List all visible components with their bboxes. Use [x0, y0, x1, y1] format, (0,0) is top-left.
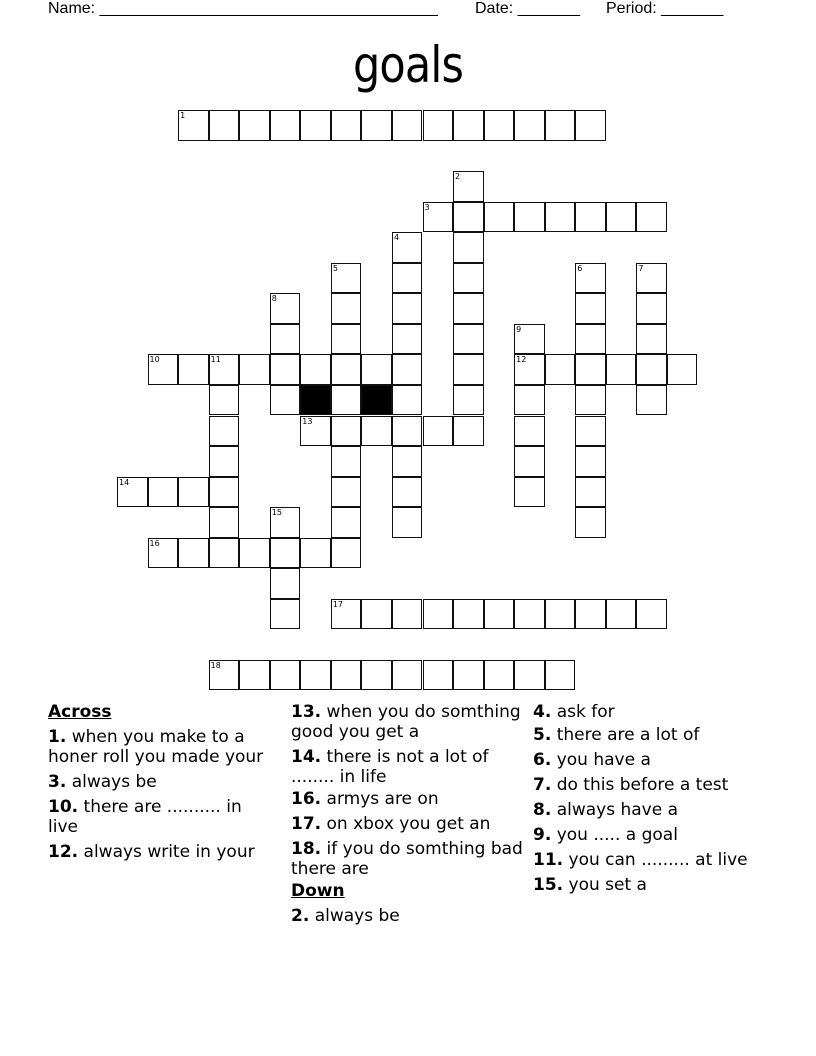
answer-cell[interactable]	[514, 202, 545, 233]
clue-across-12: 12. always write in your	[48, 842, 255, 862]
answer-cell[interactable]	[575, 293, 606, 324]
clue-down-8: 8. always have a	[533, 800, 679, 820]
clue-across-10: 10. there are .......... in live	[48, 797, 242, 837]
answer-cell[interactable]	[331, 293, 362, 324]
answer-cell[interactable]	[239, 110, 270, 141]
clue-down-15: 15. you set a	[533, 875, 647, 895]
clue-across-1: 1. when you make to a honer roll you made your	[48, 727, 264, 767]
clue-number: 14	[119, 477, 130, 487]
clue-across-14: 14. there is not a lot of ........ in life	[291, 747, 489, 787]
answer-cell[interactable]	[331, 110, 362, 141]
clue-number: 2	[455, 172, 461, 182]
answer-cell[interactable]	[453, 416, 484, 447]
answer-cell[interactable]	[209, 110, 240, 141]
answer-cell[interactable]	[514, 416, 545, 447]
answer-cell[interactable]	[331, 446, 362, 477]
answer-cell[interactable]	[392, 293, 423, 324]
answer-cell[interactable]	[423, 416, 454, 447]
answer-cell[interactable]	[423, 599, 454, 630]
clue-number: 9	[516, 324, 522, 334]
answer-cell[interactable]	[484, 660, 515, 691]
clue-number: 3	[424, 202, 430, 212]
answer-cell[interactable]	[545, 110, 576, 141]
answer-cell[interactable]	[636, 354, 667, 385]
answer-cell[interactable]	[392, 660, 423, 691]
answer-cell[interactable]	[514, 477, 545, 508]
answer-cell[interactable]	[178, 110, 209, 141]
answer-cell[interactable]	[423, 660, 454, 691]
answer-cell[interactable]	[392, 263, 423, 294]
clue-column-3	[533, 702, 758, 900]
clue-number: 4	[393, 233, 400, 243]
answer-cell[interactable]	[514, 110, 545, 141]
clue-number: 5	[332, 263, 338, 273]
answer-cell[interactable]	[606, 599, 637, 630]
clue-across-18: 18. if you do somthing bad there are	[291, 839, 523, 879]
answer-cell[interactable]	[575, 507, 606, 538]
clue-down-5: 5. there are a lot of	[533, 725, 700, 745]
name-field[interactable]: Name: ______________________________________	[48, 0, 438, 17]
answer-cell[interactable]	[392, 324, 423, 355]
clue-number: 11	[210, 355, 221, 365]
answer-cell[interactable]	[575, 416, 606, 447]
answer-cell[interactable]	[453, 202, 484, 233]
clue-number: 7	[638, 263, 644, 273]
clue-column-1	[48, 702, 273, 867]
clue-number: 12	[516, 355, 527, 365]
answer-cell[interactable]	[300, 538, 331, 569]
answer-cell[interactable]	[331, 324, 362, 355]
answer-cell[interactable]	[514, 446, 545, 477]
answer-cell[interactable]	[636, 202, 667, 233]
answer-cell[interactable]	[606, 202, 637, 233]
answer-cell[interactable]	[331, 660, 362, 691]
clue-number: 10	[149, 355, 160, 365]
answer-cell[interactable]	[209, 416, 240, 447]
answer-cell[interactable]	[575, 477, 606, 508]
puzzle-title: goals	[352, 36, 463, 94]
clue-across-17: 17. on xbox you get an	[291, 814, 491, 834]
answer-cell[interactable]	[331, 385, 362, 416]
answer-cell[interactable]	[148, 477, 179, 508]
answer-cell[interactable]	[423, 110, 454, 141]
answer-cell[interactable]	[239, 354, 270, 385]
answer-cell[interactable]	[636, 599, 667, 630]
answer-cell[interactable]	[453, 232, 484, 263]
answer-cell[interactable]	[239, 538, 270, 569]
answer-cell[interactable]	[636, 385, 667, 416]
answer-cell[interactable]	[575, 202, 606, 233]
answer-cell[interactable]	[606, 354, 637, 385]
clue-down-4: 4. ask for	[533, 702, 615, 722]
answer-cell[interactable]	[361, 416, 392, 447]
answer-cell[interactable]	[331, 599, 362, 630]
answer-cell[interactable]	[575, 110, 606, 141]
answer-cell[interactable]	[117, 477, 148, 508]
answer-cell[interactable]	[270, 568, 301, 599]
answer-cell[interactable]	[148, 354, 179, 385]
answer-cell[interactable]	[636, 324, 667, 355]
answer-cell[interactable]	[300, 416, 331, 447]
clue-number: 6	[577, 263, 583, 273]
answer-cell[interactable]	[484, 202, 515, 233]
clue-down-7: 7. do this before a test	[533, 775, 729, 795]
answer-cell[interactable]	[209, 660, 240, 691]
clue-number: 17	[332, 599, 344, 609]
answer-cell[interactable]	[270, 599, 301, 630]
clue-down-9: 9. you ..... a goal	[533, 825, 678, 845]
answer-cell[interactable]	[453, 354, 484, 385]
clue-number: 8	[271, 294, 277, 304]
black-square	[300, 385, 331, 416]
answer-cell[interactable]	[331, 416, 362, 447]
answer-cell[interactable]	[667, 354, 698, 385]
date-field[interactable]: Date: _______	[475, 0, 580, 17]
answer-cell[interactable]	[361, 660, 392, 691]
clue-across-3: 3. always be	[48, 772, 157, 792]
answer-cell[interactable]	[545, 202, 576, 233]
clue-down-6: 6. you have a	[533, 750, 651, 770]
answer-cell[interactable]	[239, 660, 270, 691]
answer-cell[interactable]	[392, 416, 423, 447]
clue-number: 18	[210, 660, 221, 670]
answer-cell[interactable]	[361, 110, 392, 141]
answer-cell[interactable]	[392, 446, 423, 477]
answer-cell[interactable]	[545, 660, 576, 691]
answer-cell[interactable]	[453, 171, 484, 202]
answer-cell[interactable]	[361, 354, 392, 385]
answer-cell[interactable]	[270, 293, 301, 324]
across-heading: Across	[48, 702, 112, 722]
answer-cell[interactable]	[209, 507, 240, 538]
answer-cell[interactable]	[453, 324, 484, 355]
answer-cell[interactable]	[300, 660, 331, 691]
clue-number: 16	[149, 538, 160, 548]
answer-cell[interactable]	[209, 446, 240, 477]
down-heading: Down	[291, 881, 345, 901]
answer-cell[interactable]	[484, 599, 515, 630]
answer-cell[interactable]	[423, 202, 454, 233]
answer-cell[interactable]	[392, 354, 423, 385]
answer-cell[interactable]	[484, 110, 515, 141]
answer-cell[interactable]	[300, 110, 331, 141]
answer-cell[interactable]	[514, 385, 545, 416]
answer-cell[interactable]	[453, 599, 484, 630]
clue-column-2	[291, 702, 531, 931]
answer-cell[interactable]	[392, 385, 423, 416]
answer-cell[interactable]	[636, 263, 667, 294]
answer-cell[interactable]	[331, 354, 362, 385]
answer-cell[interactable]	[575, 599, 606, 630]
answer-cell[interactable]	[361, 599, 392, 630]
answer-cell[interactable]	[270, 660, 301, 691]
answer-cell[interactable]	[392, 477, 423, 508]
clue-across-13: 13. when you do somthing good you get a	[291, 702, 521, 742]
answer-cell[interactable]	[178, 538, 209, 569]
answer-cell[interactable]	[514, 354, 545, 385]
clue-number: 15	[271, 508, 282, 518]
answer-cell[interactable]	[392, 507, 423, 538]
black-square	[361, 385, 392, 416]
answer-cell[interactable]	[270, 507, 301, 538]
answer-cell[interactable]	[270, 324, 301, 355]
answer-cell[interactable]	[209, 477, 240, 508]
clue-number: 1	[180, 111, 186, 120]
answer-cell[interactable]	[514, 599, 545, 630]
answer-cell[interactable]	[575, 324, 606, 355]
answer-cell[interactable]	[545, 354, 576, 385]
answer-cell[interactable]	[575, 263, 606, 294]
answer-cell[interactable]	[178, 477, 209, 508]
answer-cell[interactable]	[331, 538, 362, 569]
answer-cell[interactable]	[209, 385, 240, 416]
answer-cell[interactable]	[209, 354, 240, 385]
answer-cell[interactable]	[270, 385, 301, 416]
answer-cell[interactable]	[148, 538, 179, 569]
clue-down-2: 2. always be	[291, 906, 400, 926]
answer-cell[interactable]	[209, 538, 240, 569]
answer-cell[interactable]	[514, 324, 545, 355]
answer-cell[interactable]	[392, 110, 423, 141]
answer-cell[interactable]	[453, 110, 484, 141]
answer-cell[interactable]	[270, 110, 301, 141]
answer-cell[interactable]	[392, 599, 423, 630]
clue-down-11: 11. you can ......... at live	[533, 850, 748, 870]
answer-cell[interactable]	[178, 354, 209, 385]
answer-cell[interactable]	[453, 660, 484, 691]
answer-cell[interactable]	[575, 446, 606, 477]
answer-cell[interactable]	[636, 293, 667, 324]
answer-cell[interactable]	[392, 232, 423, 263]
period-field[interactable]: Period: _______	[606, 0, 724, 17]
answer-cell[interactable]	[331, 477, 362, 508]
answer-cell[interactable]	[514, 660, 545, 691]
answer-cell[interactable]	[331, 507, 362, 538]
answer-cell[interactable]	[300, 354, 331, 385]
answer-cell[interactable]	[270, 538, 301, 569]
answer-cell[interactable]	[453, 293, 484, 324]
clue-across-16: 16. armys are on	[291, 789, 439, 809]
answer-cell[interactable]	[575, 354, 606, 385]
answer-cell[interactable]	[575, 385, 606, 416]
answer-cell[interactable]	[545, 599, 576, 630]
answer-cell[interactable]	[453, 263, 484, 294]
clue-number: 13	[302, 416, 313, 426]
answer-cell[interactable]	[270, 354, 301, 385]
answer-cell[interactable]	[331, 263, 362, 294]
answer-cell[interactable]	[453, 385, 484, 416]
